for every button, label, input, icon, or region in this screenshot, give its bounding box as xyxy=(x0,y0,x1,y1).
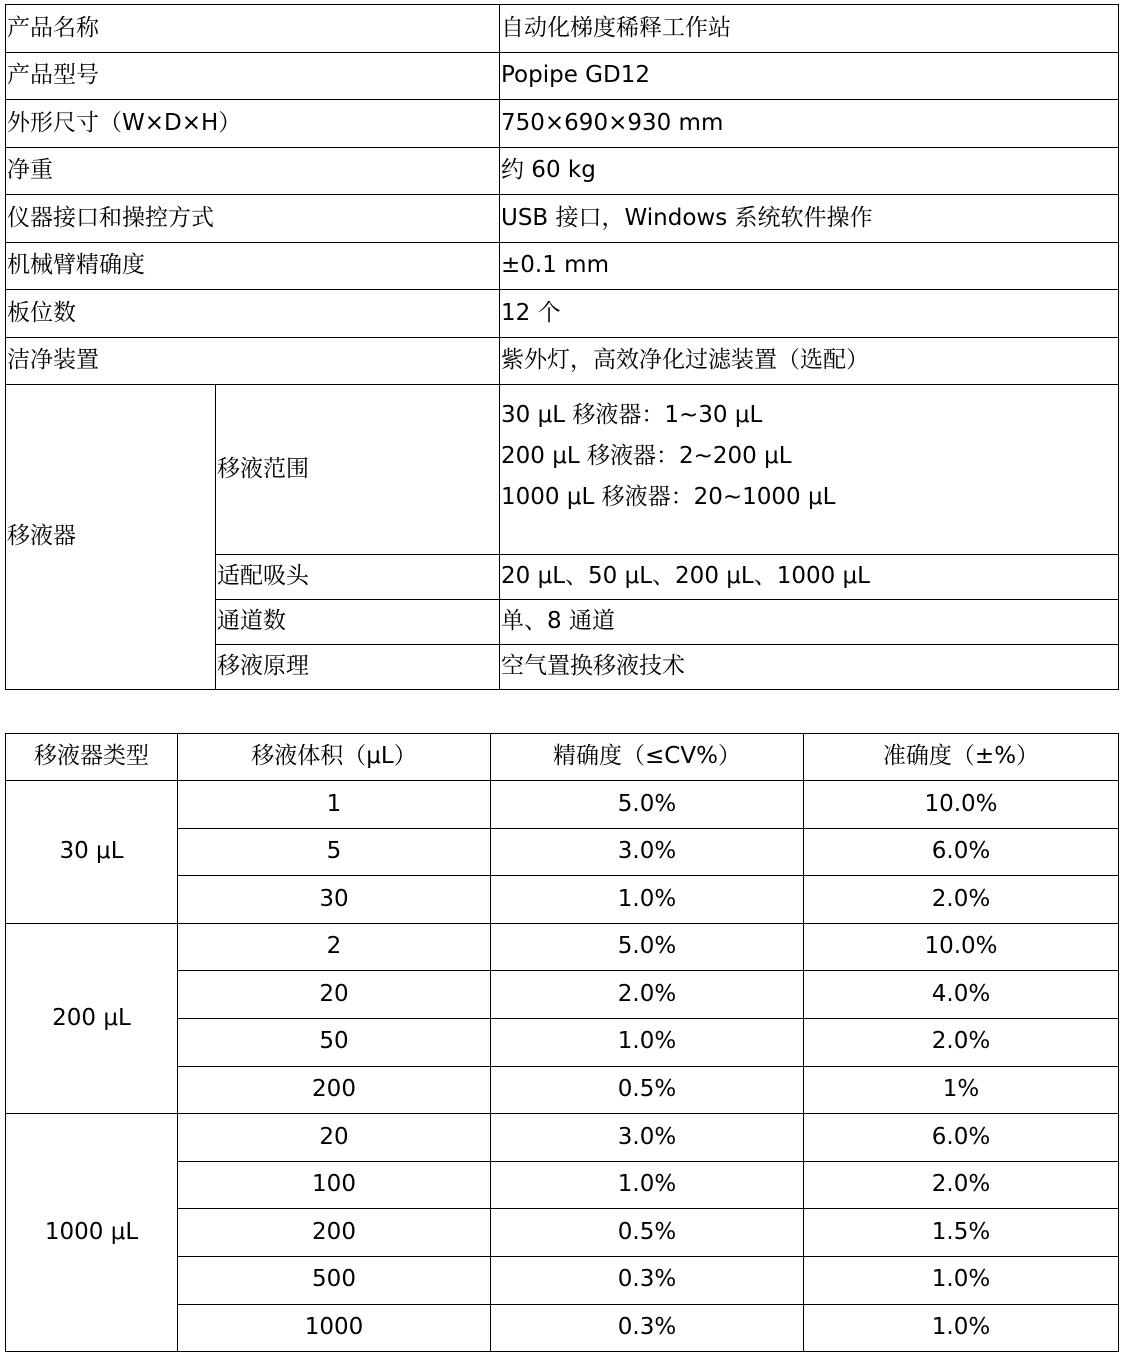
pipette-range-label: 移液范围 xyxy=(216,385,500,555)
volume-cell: 1000 xyxy=(178,1304,491,1352)
accuracy-cell: 2.0% xyxy=(804,1018,1119,1066)
spec-value: 紫外灯，高效净化过滤装置（选配） xyxy=(500,338,1119,385)
header-cell: 精确度（≤CV%） xyxy=(491,734,804,781)
accuracy-cell: 10.0% xyxy=(804,781,1119,829)
spec-label: 外形尺寸（W×D×H） xyxy=(6,100,500,148)
volume-cell: 1 xyxy=(178,781,491,829)
header-cell: 移液器类型 xyxy=(6,734,178,781)
accuracy-cell: 1.5% xyxy=(804,1209,1119,1257)
table-row xyxy=(6,385,1119,555)
accuracy-cell: 4.0% xyxy=(804,971,1119,1019)
precision-cell: 5.0% xyxy=(491,781,804,829)
volume-cell: 30 xyxy=(178,876,491,924)
pipette-principle-label: 移液原理 xyxy=(216,645,500,690)
accuracy-cell: 6.0% xyxy=(804,1114,1119,1162)
spec-value: 12 个 xyxy=(500,290,1119,338)
accuracy-cell: 1.0% xyxy=(804,1256,1119,1304)
pipette-tips-label: 适配吸头 xyxy=(216,555,500,600)
pipette-channels-value: 单、8 通道 xyxy=(500,600,1119,645)
pipette-type-cell: 200 μL xyxy=(6,923,178,1113)
volume-cell: 200 xyxy=(178,1209,491,1257)
spec-label: 洁净装置 xyxy=(6,338,500,385)
precision-cell: 3.0% xyxy=(491,1114,804,1162)
spec-label: 板位数 xyxy=(6,290,500,338)
performance-table xyxy=(5,733,1119,1352)
spec-value: 750×690×930 mm xyxy=(500,100,1119,148)
spec-value: ±0.1 mm xyxy=(500,243,1119,290)
header-row xyxy=(6,734,1119,781)
spec-label: 机械臂精确度 xyxy=(6,243,500,290)
pipette-principle-value: 空气置换移液技术 xyxy=(500,645,1119,690)
volume-cell: 100 xyxy=(178,1161,491,1209)
precision-cell: 1.0% xyxy=(491,876,804,924)
pipette-channels-label: 通道数 xyxy=(216,600,500,645)
accuracy-cell: 10.0% xyxy=(804,923,1119,971)
spec-value: Popipe GD12 xyxy=(500,53,1119,100)
pipette-type-cell: 30 μL xyxy=(6,781,178,924)
table-row xyxy=(6,5,1119,53)
table-row xyxy=(6,195,1119,243)
accuracy-cell: 1.0% xyxy=(804,1304,1119,1352)
spec-value: USB 接口，Windows 系统软件操作 xyxy=(500,195,1119,243)
accuracy-cell: 2.0% xyxy=(804,876,1119,924)
precision-cell: 2.0% xyxy=(491,971,804,1019)
table-row xyxy=(6,1114,1119,1162)
table-row xyxy=(6,148,1119,195)
pipette-range-values xyxy=(500,385,1119,555)
pipette-group-label: 移液器 xyxy=(6,385,216,690)
volume-cell: 500 xyxy=(178,1256,491,1304)
precision-cell: 1.0% xyxy=(491,1018,804,1066)
table-row xyxy=(6,290,1119,338)
pipette-tips-value: 20 μL、50 μL、200 μL、1000 μL xyxy=(500,555,1119,600)
precision-cell: 5.0% xyxy=(491,923,804,971)
precision-cell: 3.0% xyxy=(491,828,804,876)
precision-cell: 0.5% xyxy=(491,1209,804,1257)
accuracy-cell: 1% xyxy=(804,1066,1119,1114)
spec-value: 自动化梯度稀释工作站 xyxy=(500,5,1119,53)
header-cell: 移液体积（μL） xyxy=(178,734,491,781)
spec-label: 净重 xyxy=(6,148,500,195)
table-row xyxy=(6,923,1119,971)
accuracy-cell: 2.0% xyxy=(804,1161,1119,1209)
precision-cell: 1.0% xyxy=(491,1161,804,1209)
range-line: 1000 μL 移液器：20~1000 μL xyxy=(501,484,836,510)
header-cell: 准确度（±%） xyxy=(804,734,1119,781)
precision-cell: 0.5% xyxy=(491,1066,804,1114)
volume-cell: 20 xyxy=(178,1114,491,1162)
spec-label: 产品型号 xyxy=(6,53,500,100)
pipette-type-cell: 1000 μL xyxy=(6,1114,178,1352)
range-line: 30 μL 移液器：1~30 μL xyxy=(501,402,763,428)
precision-cell: 0.3% xyxy=(491,1304,804,1352)
volume-cell: 200 xyxy=(178,1066,491,1114)
spec-table xyxy=(5,4,1119,690)
table-row xyxy=(6,53,1119,100)
accuracy-cell: 6.0% xyxy=(804,828,1119,876)
spec-value: 约 60 kg xyxy=(500,148,1119,195)
table-row xyxy=(6,338,1119,385)
table-row xyxy=(6,100,1119,148)
volume-cell: 50 xyxy=(178,1018,491,1066)
range-line: 200 μL 移液器：2~200 μL xyxy=(501,443,792,469)
volume-cell: 20 xyxy=(178,971,491,1019)
precision-cell: 0.3% xyxy=(491,1256,804,1304)
table-row xyxy=(6,781,1119,829)
volume-cell: 2 xyxy=(178,923,491,971)
spec-label: 仪器接口和操控方式 xyxy=(6,195,500,243)
spec-label: 产品名称 xyxy=(6,5,500,53)
volume-cell: 5 xyxy=(178,828,491,876)
table-row xyxy=(6,243,1119,290)
